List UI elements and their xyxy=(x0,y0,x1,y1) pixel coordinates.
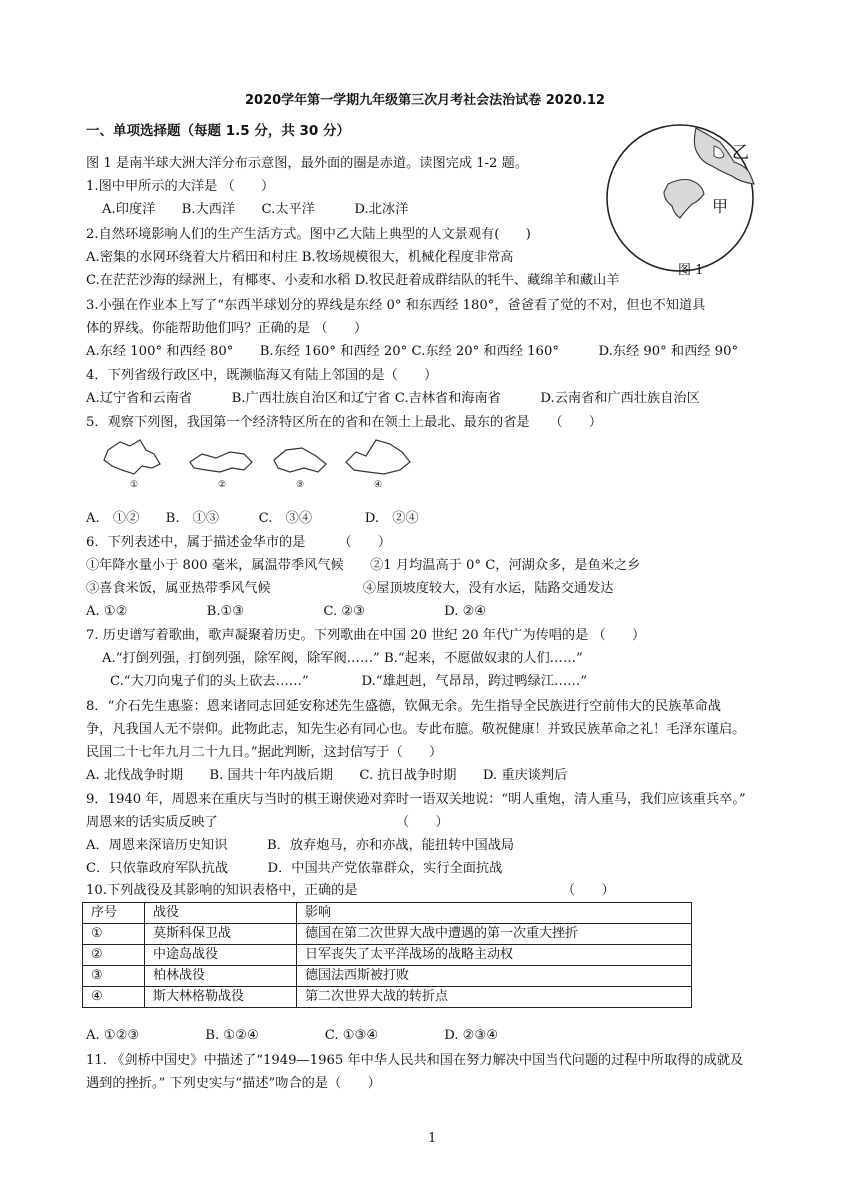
table-cell: ① xyxy=(83,924,145,945)
q6-stem: 6．下列表述中，属于描述金华市的是 （ ） xyxy=(86,535,392,550)
q8-options: A. 北伐战争时期 B. 国共十年内战后期 C. 抗日战争时期 D. 重庆谈判后 xyxy=(86,768,568,783)
table-cell: 中途岛战役 xyxy=(145,945,297,966)
q11-stem-line2: 遇到的挫折。” 下列史实与“描述”吻合的是（ ） xyxy=(86,1076,381,1091)
table-cell: 德国在第二次世界大战中遭遇的第一次重大挫折 xyxy=(297,924,692,945)
figure-1 xyxy=(600,122,770,282)
q9-options-cd: C．只依靠政府军队抗战 D．中国共产党依靠群众，实行全面抗战 xyxy=(86,861,503,876)
province-maps xyxy=(94,436,424,492)
q8-stem-line2: 争，凡我国人无不崇仰。此物此志，知先生必有同心也。专此布臆。敬祝健康！并致民族革命之礼！毛泽东谨启。 xyxy=(86,722,746,737)
q6-options: A. ①② B.①③ C. ②③ D. ②④ xyxy=(86,604,487,619)
q4-options: A.辽宁省和云南省 B.广西壮族自治区和辽宁省 C.吉林省和海南省 D.云南省和广西壮族自治区 xyxy=(86,391,700,406)
q2-stem: 2.自然环境影响人们的生产生活方式。图中乙大陆上典型的人文景观有( ) xyxy=(86,227,531,242)
label-jia: 甲 xyxy=(712,197,729,216)
map-label-4: ④ xyxy=(374,480,383,490)
figure-caption: 图 1 xyxy=(678,263,704,278)
label-yi: 乙 xyxy=(732,143,749,163)
q3-stem-line1: 3.小强在作业本上写了“东西半球划分的界线是东经 0° 和东西经 180°，爸爸看了觉的不对，但也不知道具 xyxy=(86,298,706,313)
q3-options: A.东经 100° 和西经 80° B.东经 160° 和西经 20° C.东经 20° 和西经 160° D.东经 90° 和西经 90° xyxy=(86,344,739,359)
table-row xyxy=(83,987,692,1008)
page-number: 1 xyxy=(428,1131,437,1146)
table-header-cell: 影响 xyxy=(297,903,692,924)
table-cell: 德国法西斯被打败 xyxy=(297,966,692,987)
q10-options: A. ①②③ B. ①②④ C. ①③④ D. ②③④ xyxy=(86,1028,499,1043)
table-row xyxy=(83,945,692,966)
q10-stem: 10.下列战役及其影响的知识表格中，正确的是 （ ） xyxy=(86,883,615,898)
table-cell: ② xyxy=(83,945,145,966)
table-cell: 莫斯科保卫战 xyxy=(145,924,297,945)
map-label-2: ② xyxy=(218,480,227,490)
q5-options: A. ①② B. ①③ C. ③④ D. ②④ xyxy=(86,511,419,526)
q6-statements-12: ①年降水量小于 800 毫米，属温带季风气候 ②1 月均温高于 0° C，河湖众多，是鱼米之乡 xyxy=(86,558,641,573)
q3-stem-line2: 体的界线。你能帮助他们吗？正确的是 （ ） xyxy=(86,321,368,336)
q7-options-ab: A.“打倒列强，打倒列强，除军阀，除军阀……” B.“起来，不愿做奴隶的人们……” xyxy=(102,651,583,666)
q1-stem: 1.图中甲所示的大洋是 （ ） xyxy=(86,179,275,194)
map-label-1: ① xyxy=(130,480,139,490)
q4-stem: 4．下列省级行政区中，既濒临海又有陆上邻国的是（ ） xyxy=(86,368,438,383)
table-cell: 柏林战役 xyxy=(145,966,297,987)
table-cell: ③ xyxy=(83,966,145,987)
table-header-cell: 战役 xyxy=(145,903,297,924)
table-cell: 日军丧失了太平洋战场的战略主动权 xyxy=(297,945,692,966)
table-row xyxy=(83,966,692,987)
q6-statements-34: ③喜食米饭，属亚热带季风气候 ④屋顶坡度较大，没有水运，陆路交通发达 xyxy=(86,581,614,596)
page-title: 2020学年第一学期九年级第三次月考社会法治试卷 2020.12 xyxy=(245,93,605,108)
section-heading: 一、单项选择题（每题 1.5 分，共 30 分） xyxy=(86,123,351,139)
table-cell: 斯大林格勒战役 xyxy=(145,987,297,1008)
q2-options-cd: C.在茫茫沙海的绿洲上，有椰枣、小麦和水稻 D.牧民赶着成群结队的牦牛、藏绵羊和藏山羊 xyxy=(86,273,620,288)
table-row xyxy=(83,924,692,945)
q7-stem: 7. 历史谱写着歌曲，歌声凝聚着历史。下列歌曲在中国 20 世纪 20 年代广为传唱的是 （ ） xyxy=(86,628,646,643)
table-header-row xyxy=(83,903,692,924)
table-cell: 第二次世界大战的转折点 xyxy=(297,987,692,1008)
q1-options: A.印度洋 B.大西洋 C.太平洋 D.北冰洋 xyxy=(102,202,409,217)
q11-stem-line1: 11. 《剑桥中国史》中描述了“1949—1965 年中华人民共和国在努力解决中国当代问题的过程中所取得的成就及 xyxy=(86,1053,744,1068)
q2-options-ab: A.密集的水网环绕着大片稻田和村庄 B.牧场规模很大，机械化程度非常高 xyxy=(86,250,514,265)
map-label-3: ③ xyxy=(296,480,305,490)
q7-options-cd: C.“大刀向鬼子们的头上砍去……” D.“雄赳赳，气昂昂，跨过鸭绿江……” xyxy=(110,674,588,689)
q9-stem-line2: 周恩来的话实质反映了 （ ） xyxy=(86,815,449,830)
battles-table xyxy=(82,902,692,1008)
q9-stem-line1: 9．1940 年，周恩来在重庆与当时的棋王谢侠逊对弈时一语双关地说：“明人重炮，清人重马，我们应该重兵卒。” xyxy=(86,792,746,807)
table-header-cell: 序号 xyxy=(83,903,145,924)
q5-stem: 5．观察下列图，我国第一个经济特区所在的省和在领土上最北、最东的省是 （ ） xyxy=(86,415,603,430)
q8-stem-line3: 民国二十七年九月二十九日。”据此判断，这封信写于（ ） xyxy=(86,745,443,760)
intro-text: 图 1 是南半球大洲大洋分布示意图，最外面的圈是赤道。读图完成 1-2 题。 xyxy=(86,156,529,171)
q8-stem-line1: 8．“介石先生惠鉴：恩来诸同志回延安称述先生盛德，钦佩无余。先生指导全民族进行空前伟大的民族革命战 xyxy=(86,699,721,714)
table-cell: ④ xyxy=(83,987,145,1008)
q9-options-ab: A．周恩来深谙历史知识 B．放弃炮马，亦和亦战，能扭转中国战局 xyxy=(86,838,515,853)
